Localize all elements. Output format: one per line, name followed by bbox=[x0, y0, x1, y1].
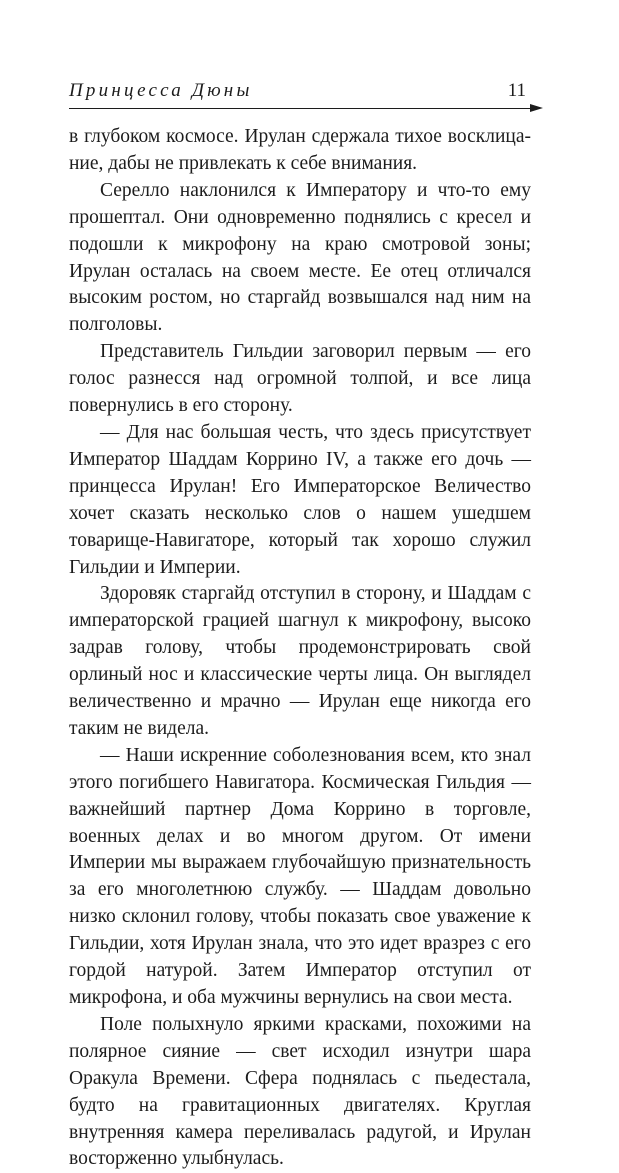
running-head bbox=[69, 78, 543, 108]
page-number: 11 bbox=[507, 80, 526, 101]
book-title: Принцесса Дюны bbox=[69, 80, 253, 101]
paragraph: Серелло наклонился к Императору и что-то ему прошептал. Они одновременно поднялись с кресел и подошли к микрофону на краю смотровой зоны; Ирулан осталась на своем месте. Ее отец отличался высоким ростом, но старгайд возвышался над ним на полголовы. bbox=[69, 179, 531, 336]
body-text bbox=[69, 124, 531, 1173]
paragraph: Здоровяк старгайд отступил в сторону, и Шаддам с императорской грацией шагнул к микрофону, высоко задрав голову, чтобы продемонстрировать свой орлиный нос и классические черты лица. Он выглядел величественно и мрачно — Ирулан еще никогда его таким не видела. bbox=[69, 583, 531, 739]
paragraph: Представитель Гильдии заговорил первым — его голос разнесся над огромной толпой, и все лица повернулись в его сторону. bbox=[69, 341, 531, 417]
paragraph: — Наши искренние соболезнования всем, кто знал этого погибшего Навигатора. Космическая Гильдия — важнейший партнер Дома Коррино в торговле, военных делах и во многом другом. От имени Империи мы выражаем глубочайшую признательность за его многолетнюю службу. — Шаддам довольно низко склонил голову, чтобы показать свое уважение к Гильдии, хотя Ирулан знала, что это идет вразрез с его гордой натурой. Затем Император отступил от микрофона, и оба мужчины вернулись на свои места. bbox=[69, 744, 531, 1008]
header-rule-arrow-icon bbox=[530, 104, 543, 112]
paragraph: в глубоком космосе. Ирулан сдержала тихое восклицание, дабы не привлекать к себе внимания. bbox=[69, 126, 531, 174]
header-rule bbox=[69, 108, 532, 109]
paragraph: — Для нас большая честь, что здесь присутствует Император Шаддам Коррино IV, а также его дочь — принцесса Ирулан! Его Императорское Величество хочет сказать несколько слов о нашем ушедшем товарище-Навигаторе, который так хорошо служил Гильдии и Империи. bbox=[69, 421, 531, 578]
paragraph: Поле полыхнуло яркими красками, похожими на полярное сияние — свет исходил изнутри шара Оракула Времени. Сфера поднялась с пьедестала, будто на гравитационных двигателях. Круглая внутренняя камера переливалась радугой, и Ирулан восторженно улыбнулась. bbox=[69, 1013, 531, 1170]
